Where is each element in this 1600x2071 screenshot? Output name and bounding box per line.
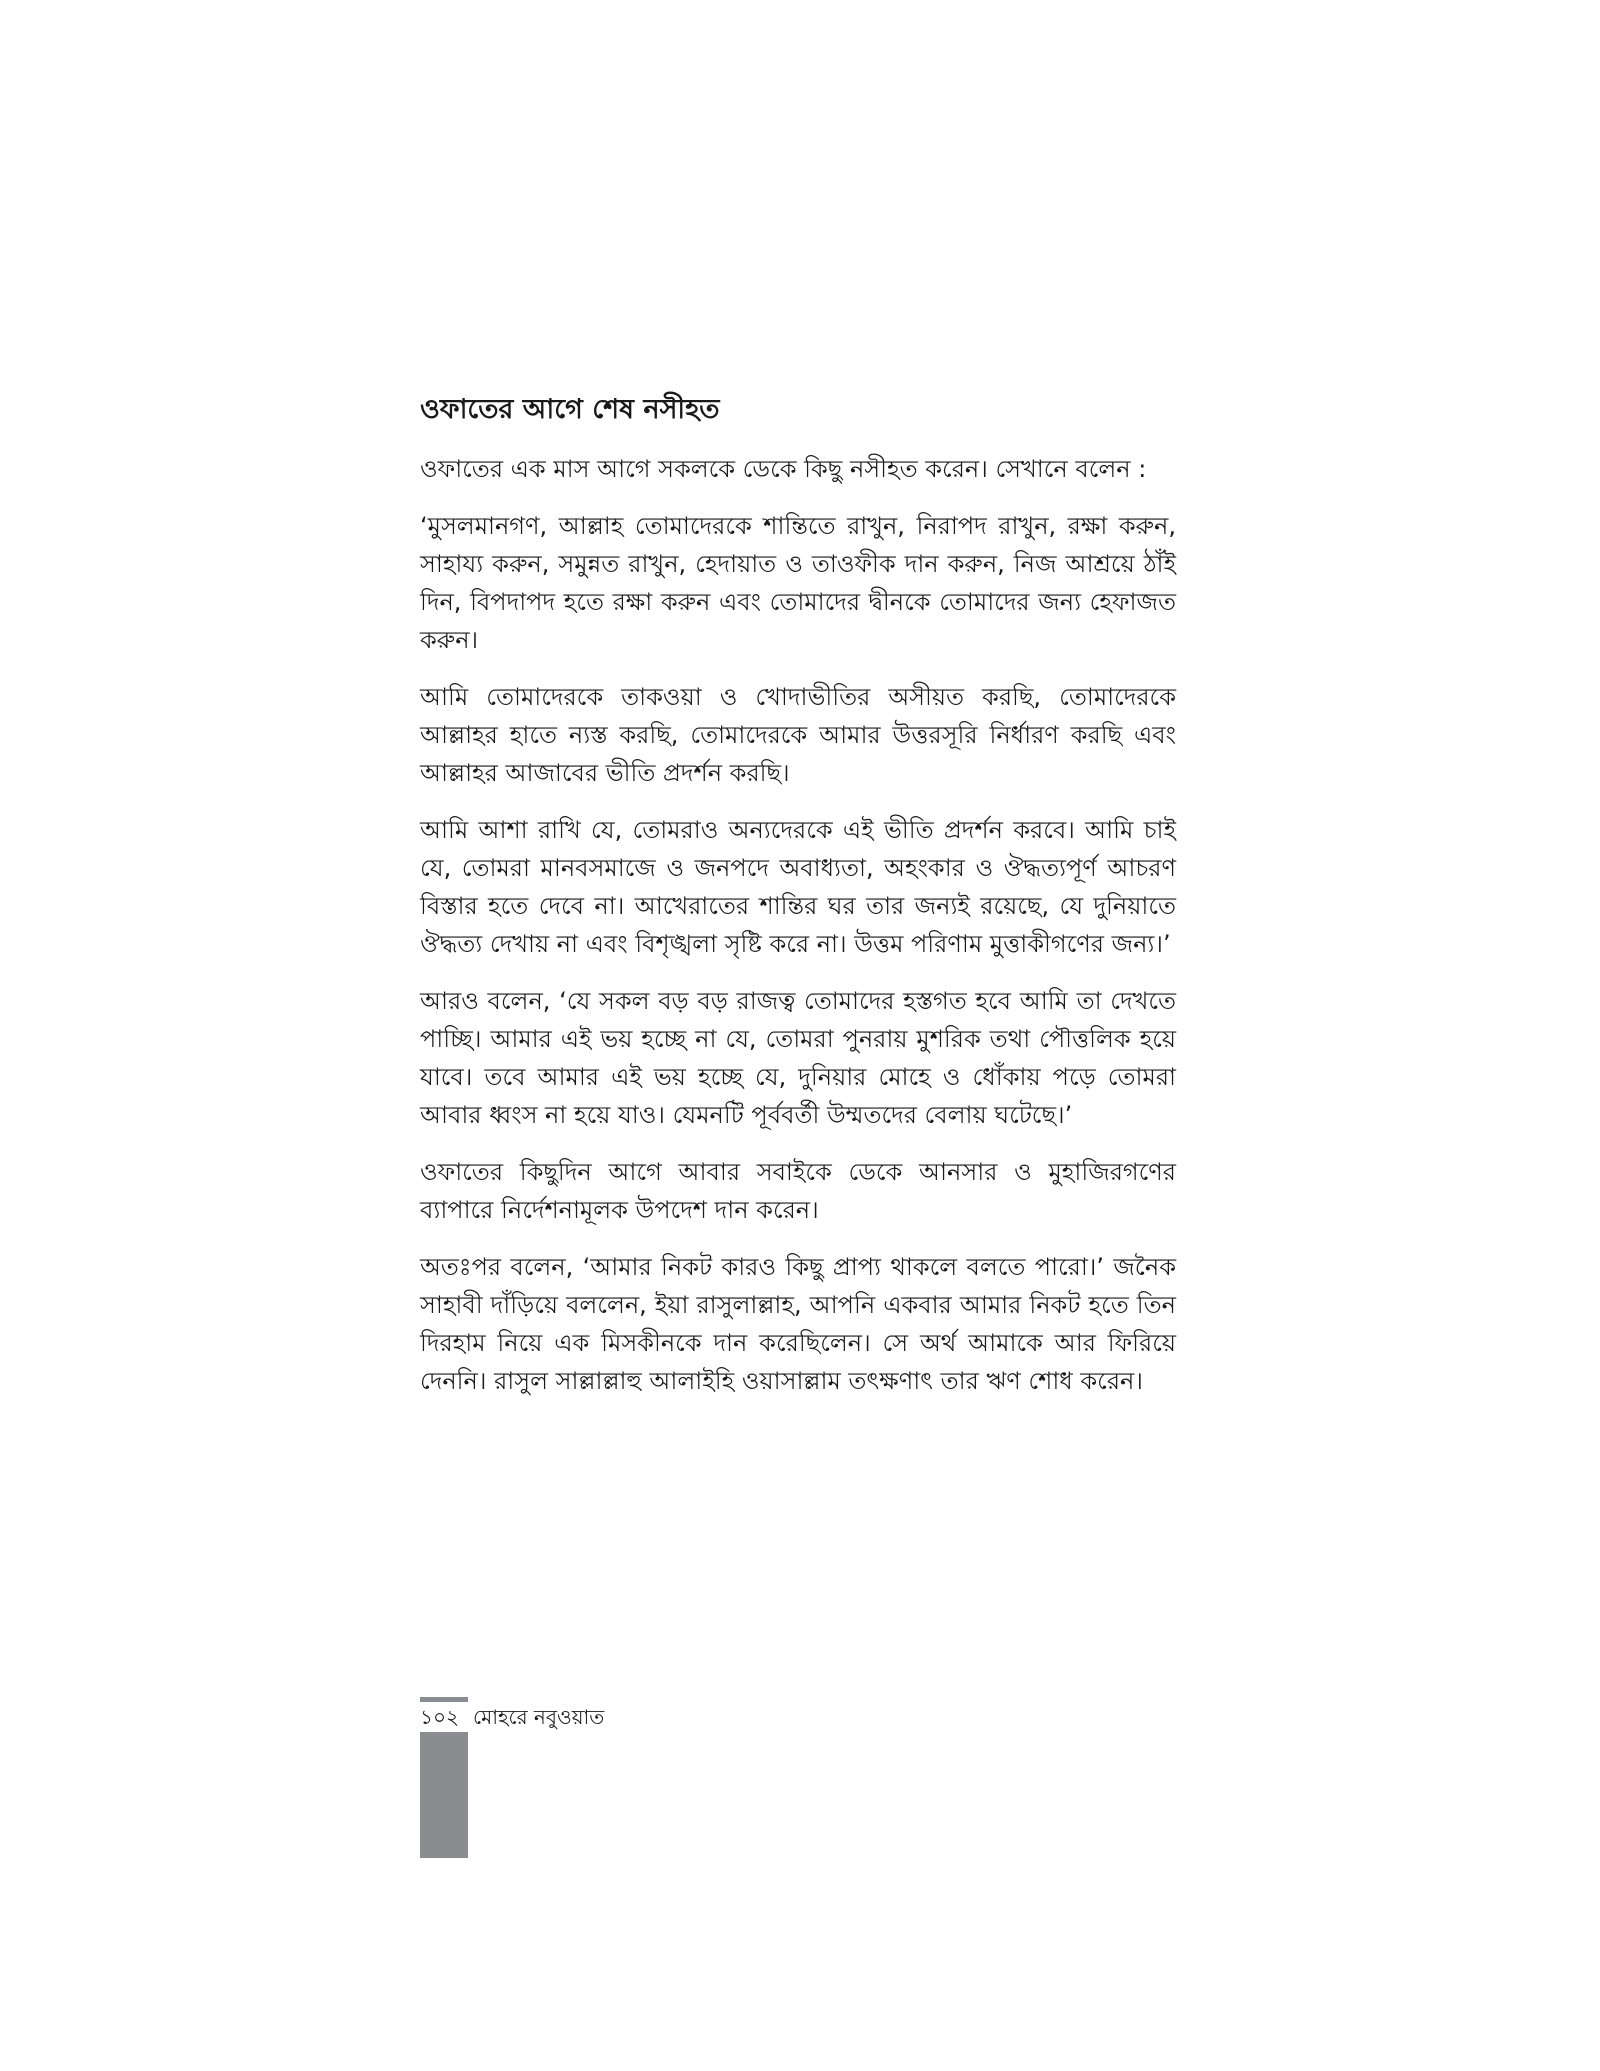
section-heading: ওফাতের আগে শেষ নসীহত: [420, 394, 720, 425]
page-number: ১০২: [420, 1705, 459, 1729]
paragraph: ‘মুসলমানগণ, আল্লাহ তোমাদেরকে শান্তিতে রাখুন, নিরাপদ রাখুন, রক্ষা করুন, সাহায্য করুন, সমুন্নত রাখুন, হেদায়াত ও তাওফীক দান করুন, নিজ আশ্রয়ে ঠাঁই দিন, বিপদাপদ হতে রক্ষা করুন এবং তোমাদের দ্বীনকে তোমাদের জন্য হেফাজত করুন।: [420, 512, 1176, 654]
page-footer: [420, 1702, 604, 1732]
page-body: [420, 390, 1176, 1419]
paragraph: ওফাতের এক মাস আগে সকলকে ডেকে কিছু নসীহত করেন। সেখানে বলেন :: [420, 455, 1147, 483]
paragraph: আমি তোমাদেরকে তাকওয়া ও খোদাভীতির অসীয়ত করছি, তোমাদেরকে আল্লাহর হাতে ন্যস্ত করছি, তোমাদেরকে আমার উত্তরসূরি নির্ধারণ করছি এবং আল্লাহর আজাবের ভীতি প্রদর্শন করছি।: [420, 683, 1176, 787]
paragraph: ওফাতের কিছুদিন আগে আবার সবাইকে ডেকে আনসার ও মুহাজিরগণের ব্যাপারে নির্দেশনামূলক উপদেশ দান করেন।: [420, 1158, 1176, 1224]
paragraph: অতঃপর বলেন, ‘আমার নিকট কারও কিছু প্রাপ্য থাকলে বলতে পারো।’ জনৈক সাহাবী দাঁড়িয়ে বললেন, ইয়া রাসুলাল্লাহ, আপনি একবার আমার নিকট হতে তিন দিরহাম নিয়ে এক মিসকীনকে দান করেছিলেন। সে অর্থ আমাকে আর ফিরিয়ে দেননি। রাসুল সাল্লাল্লাহু আলাইহি ওয়াসাল্লাম তৎক্ষণাৎ তার ঋণ শোধ করেন।: [420, 1253, 1176, 1395]
running-title: মোহরে নবুওয়াত: [473, 1705, 605, 1729]
paragraph: আরও বলেন, ‘যে সকল বড় বড় রাজত্ব তোমাদের হস্তগত হবে আমি তা দেখতে পাচ্ছি। আমার এই ভয় হচ্ছে না যে, তোমরা পুনরায় মুশরিক তথা পৌত্তলিক হয়ে যাবে। তবে আমার এই ভয় হচ্ছে যে, দুনিয়ার মোহে ও ধোঁকায় পড়ে তোমরা আবার ধ্বংস না হয়ে যাও। যেমনটি পূর্ববর্তী উম্মতদের বেলায় ঘটেছে।’: [420, 987, 1176, 1129]
footer-tab: [420, 1732, 468, 1858]
paragraph: আমি আশা রাখি যে, তোমরাও অন্যদেরকে এই ভীতি প্রদর্শন করবে। আমি চাই যে, তোমরা মানবসমাজে ও জনপদে অবাধ্যতা, অহংকার ও ঔদ্ধত্যপূর্ণ আচরণ বিস্তার হতে দেবে না। আখেরাতের শান্তির ঘর তার জন্যই রয়েছে, যে দুনিয়াতে ঔদ্ধত্য দেখায় না এবং বিশৃঙ্খলা সৃষ্টি করে না। উত্তম পরিণাম মুত্তাকীগণের জন্য।’: [420, 816, 1176, 958]
